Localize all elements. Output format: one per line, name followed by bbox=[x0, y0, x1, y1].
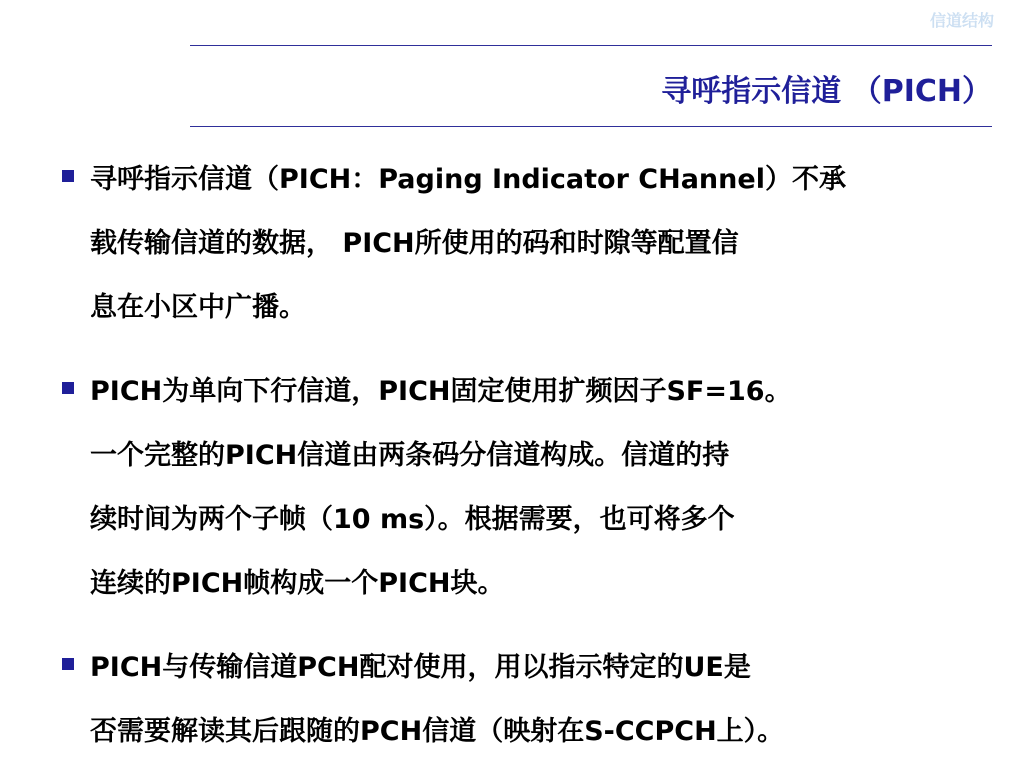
bullet-line: 连续的PICH帧构成一个PICH块。 bbox=[90, 568, 505, 599]
square-bullet-icon bbox=[62, 658, 74, 670]
section-tag: 信道结构 bbox=[929, 11, 994, 30]
bullet-line: 息在小区中广播。 bbox=[90, 292, 306, 323]
bullet-line: PICH为单向下行信道，PICH固定使用扩频因子SF=16。 bbox=[90, 376, 792, 407]
bullet-line: 一个完整的PICH信道由两条码分信道构成。信道的持 bbox=[90, 440, 730, 471]
bullet-line: 寻呼指示信道（PICH：Paging Indicator CHannel）不承 bbox=[90, 164, 846, 195]
bullet-line: 否需要解读其后跟随的PCH信道（映射在S-CCPCH上）。 bbox=[90, 716, 785, 747]
header-top-rule bbox=[190, 45, 992, 46]
bullet-item-pich-pch-pairing bbox=[62, 636, 962, 764]
square-bullet-icon bbox=[62, 170, 74, 182]
page-title: 寻呼指示信道 （PICH） bbox=[661, 74, 992, 109]
header-bottom-rule bbox=[190, 126, 992, 127]
bullet-item-pich-definition bbox=[62, 148, 962, 340]
bullet-list bbox=[62, 148, 962, 768]
square-bullet-icon bbox=[62, 382, 74, 394]
bullet-item-pich-structure bbox=[62, 360, 962, 616]
bullet-line: PICH与传输信道PCH配对使用，用以指示特定的UE是 bbox=[90, 652, 751, 683]
bullet-line: 载传输信道的数据， PICH所使用的码和时隙等配置信 bbox=[90, 228, 739, 259]
bullet-line: 续时间为两个子帧（10 ms）。根据需要，也可将多个 bbox=[90, 504, 735, 535]
